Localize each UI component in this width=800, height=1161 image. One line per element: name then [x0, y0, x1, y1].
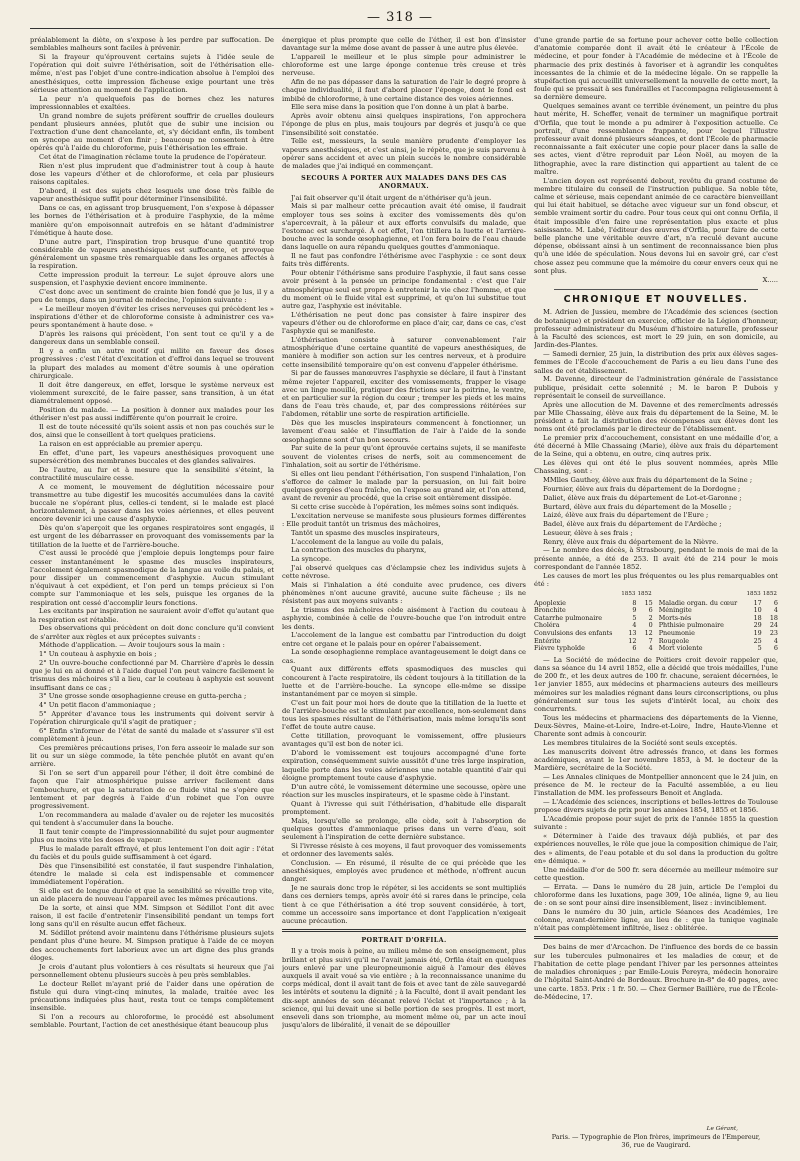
- count-cell: 4: [773, 606, 778, 615]
- paragraph: De l'autre, au fur et à mesure que la sensibilité s'éteint, la contractilité musculaire cesse.: [30, 465, 274, 482]
- paragraph: L'ancien doyen est représenté debout, revêtu du grand costume de membre titulaire du conseil de l'instruction publique. Sa noble tête, calme et sérieuse, mais cependant animée de ce caractère bienveillant qui lui était habituel, se détache avec vigueur sur un fond obscur, et semble vraiment sortir du cadre. Pour tous ceux qui ont connu Orfila, il était impossible d'en faire une représentation plus exacte et plus saisissante. M. Labé, l'éditeur des œuvres d'Orfila, pour faire de cette belle planche une véritable œuvre d'art, n'a reculé devant aucune dépense, obéissant ainsi à un sentiment de reconnaissance bien plus qu'à une idée de spéculation. Nous devons lui en savoir gré, car c'est chose assez peu commune que la mémoire du cœur envers ceux qui ne sont plus.: [534, 176, 778, 275]
- count-cell: 18: [753, 613, 762, 622]
- paragraph: Ces premières précautions prises, l'on fera asseoir le malade sur son lit ou sur un siège commode, la tête penchée plutôt en avant qu'en arrière.: [30, 744, 274, 769]
- paragraph: Dès que l'insensibilité est constatée, il faut suspendre l'inhalation, étendre le malade si cela est indispensable et commencer immédiatement l'opération.: [30, 861, 274, 887]
- paragraph: L'on recommandera au malade d'avaler ou de rejeter les mucosités qui tendent à s'accumuler dans la bouche.: [30, 810, 274, 828]
- printer-line: Paris. — Typographie de Plon frères, imprimeurs de l'Empereur,: [551, 1133, 761, 1141]
- paragraph: L'éthérisation consiste à saturer convenablement l'air atmosphérique d'une certaine quantité de vapeurs anesthésiques, de manière à modifier son action sur les centres nerveux, et à produire cette insensibilité temporaire qu'on est convenu d'appeler éthérisme.: [282, 336, 526, 369]
- signature: X.....: [762, 276, 778, 285]
- count-cell: 29: [753, 621, 762, 630]
- paragraph: Des bains de mer d'Arcachon. De l'influence des bords de ce bassin sur les tubercules pulmonaires et les maladies de cœur, et de l'habitation de cette plage pendant l'hiver par les personnes atteintes de maladies chroniques ; par Emile-Louis Pereyra, médecin honoraire de l'hôpital Saint-André de Bordeaux. Brochure in-8° de 40 pages, avec une carte. 1853. Prix : 1 fr. 50. — Chez Germer Baillière, rue de l'École-de-Médecine, 17.: [534, 943, 778, 1001]
- page-number: — 318 —: [366, 10, 434, 25]
- divider: [554, 289, 758, 290]
- paragraph: 4° Un petit flacon d'ammoniaque ;: [39, 701, 156, 710]
- paragraph: M. Adrien de Jussieu, membre de l'Académie des sciences (section de botanique) et président en exercice, officier de la Légion d'honneur, professeur administrateur du Muséum d'histoire naturelle, professeur à la Faculté des sciences, est mort le 29 juin, en son domicile, au Jardin-des-Plantes.: [534, 308, 778, 350]
- paragraph: Tantôt un spasme des muscles inspirateurs,: [291, 528, 440, 537]
- paragraph: Telle est, messieurs, la seule manière prudente d'employer les vapeurs anesthésiques, et c'est ainsi, je le répète, que je suis parvenu à opérer sans accident et avec un plein succès le nombre considérable de malades que j'ai indiqué en commençant.: [282, 137, 526, 171]
- paragraph: Si cette crise succède à l'opération, les mêmes soins sont indiqués.: [291, 503, 519, 512]
- paragraph: Un grand nombre de sujets préfèrent souffrir de cruelles douleurs pendant plusieurs années, plutôt que de subir une incision ou l'extraction d'une dent chancelante, et, s'y décidant enfin, ils tombent en syncope au moment d'en finir ; beaucoup ne consentent à être opérés qu'à l'aide du chloroforme, puis l'éthérisation les effraie.: [30, 111, 274, 153]
- cause-cell: Apoplexie: [534, 598, 566, 607]
- mortality-table: [534, 590, 778, 653]
- paragraph: Afin de ne pas dépasser dans la saturation de l'air le degré propre à chaque individualité, il faut d'abord placer l'éponge, dont le fond est imbibé de chloroforme, à une certaine distance des voies aériennes.: [282, 78, 526, 103]
- paragraph: J'ai fait observer qu'il était urgent de n'éthériser qu'à jeun.: [291, 193, 492, 202]
- section-title-secours: SECOURS À PORTER AUX MALADES DANS DES CAS ANORMAUX.: [301, 174, 507, 191]
- portrait-section-text: [282, 947, 526, 1029]
- paragraph: Dans ce cas, en agissant trop brusquement, l'on s'expose à dépasser les bornes de l'éthérisation et à produire l'asphyxie, de la même manière qu'on empoisonnait autrefois en se hâtant d'administrer l'émétique à haute dose.: [30, 204, 274, 237]
- count-cell: 8: [632, 598, 637, 607]
- portrait-text-continued: [534, 36, 778, 275]
- count-cell: 19: [753, 629, 762, 638]
- count-cell: 12: [628, 636, 637, 645]
- paragraph: Les excitants par inspiration ne sauraient avoir d'effet qu'autant que la respiration est rétablie.: [30, 607, 274, 624]
- paragraph: Si par de fausses manœuvres l'asphyxie se déclare, il faut à l'instant même rejeter l'appareil, exciter des vomissements, frapper le visage avec un linge mouillé, pratiquer des frictions sur la poitrine, le ventre, et en particulier sur la région du cœur ; tremper les pieds et les mains dans de l'eau très chaude, et, par des compressions réitérées sur l'abdomen, rétablir une sorte de respiration artificielle.: [282, 369, 526, 419]
- paragraph: MMlles Gauthey, élève aux frais du département de la Seine ;: [543, 476, 753, 485]
- paragraph: — Samedi dernier, 25 juin, la distribution des prix aux élèves sages-femmes de l'École d'accouchement de Paris a eu lieu dans l'une des salles de cet établissement.: [534, 350, 778, 375]
- paragraph: 3° Une grosse sonde œsophagienne creuse en gutta-percha ;: [39, 692, 247, 701]
- cause-cell: Rougeole: [658, 636, 690, 645]
- paragraph: Quant à l'ivresse qui suit l'éthérisation, d'habitude elle disparaît promptement.: [282, 799, 526, 816]
- paragraph: Pour obtenir l'éthérisme sans produire l'asphyxie, il faut sans cesse avoir présent à la pensée un principe fondamental : c'est que l'air atmosphérique seul est propre à entretenir la vie chez l'homme, et que du moment où le fluide vital est supprimé, et qu'on lui substitue tout autre gaz, l'asphyxie est inévitable.: [282, 269, 526, 311]
- paragraph: D'une autre part, l'inspiration trop brusque d'une quantité trop considérable de vapeurs anesthésiques est suffocante, et provoque généralement un spasme très remarquable dans les organes affectés à la respiration.: [30, 237, 274, 271]
- paragraph: Laizé, élève aux frais du département de l'Eure ;: [543, 511, 709, 520]
- year-header: 1853: [621, 591, 636, 598]
- paragraph: énergique et plus prompte que celle de l'éther, il est bon d'insister davantage sur la même dose avant de passer à une autre plus élevée.: [282, 36, 526, 53]
- cause-cell: Méningite: [658, 606, 692, 615]
- count-cell: 17: [753, 598, 762, 607]
- paragraph: L'appareil le meilleur et le plus simple pour administrer le chloroforme est une large éponge contenue très creuse et très nerveuse.: [282, 53, 526, 78]
- paragraph: 6° Enfin s'informer de l'état de santé du malade et s'assurer s'il est complètement à jeun.: [30, 727, 274, 744]
- paragraph: Conclusion. — En résumé, il résulte de ce qui précède que les anesthésiques, employés avec prudence et méthode, n'offrent aucun danger.: [282, 858, 526, 884]
- paragraph: M. Sédillot prétend avoir maintenu dans l'éthérisme plusieurs sujets pendant plus d'une heure. M. Simpson pratique à l'aide de ce moyen des accouchements fort laborieux avec un art digne des plus grands éloges.: [30, 929, 274, 962]
- cause-cell: Entérite: [534, 636, 561, 645]
- paragraph: L'accolement de la langue au voile du palais,: [291, 537, 444, 546]
- column-left: [30, 36, 274, 1116]
- paragraph: Tous les médecins et pharmaciens des départements de la Vienne, Deux-Sèvres, Maine-et-Loire, Indre-et-Loire, Indre, Haute-Vienne et Charente sont admis à concourir.: [534, 713, 778, 739]
- paragraph: Position du malade. — La position à donner aux malades pour les éthériser n'est pas aussi indifférente qu'on pourrait le croire.: [30, 405, 274, 423]
- paragraph: A ce moment, le mouvement de déglutition nécessaire pour transmettre au tube digestif les mucosités accumulées dans la cavité buccale ne s'opérant plus, celles-ci tendent, si le malade est placé horizontalement, à passer dans les voies aériennes, et elles peuvent encore devenir ici une cause d'asphyxie.: [30, 482, 274, 524]
- paragraph: Il doit être dangereux, en effet, lorsque le système nerveux est violemment surexcité, de le faire passer, sans transition, à un état diamétralement opposé.: [30, 380, 274, 406]
- paragraph: « Le meilleur moyen d'éviter les crises nerveuses qui précèdent les » inspirations d'éther et de chloroforme consiste à administrer ces va» peurs spontanément à haute dose. »: [30, 305, 274, 330]
- cause-cell: Phthisie pulmonaire: [658, 621, 724, 630]
- paragraph: Le premier prix d'accouchement, consistant en une médaille d'or, a été décerné à Mlle Chassaing (Marie), élève aux frais du département de la Seine, qui a obtenu, en outre, cinq autres prix.: [534, 433, 778, 459]
- count-cell: 0: [648, 621, 653, 630]
- paragraph: M. Davenne, directeur de l'administration générale de l'assistance publique, présidait cette solennité ; M. le baron P. Dubois y représentait le conseil de surveillance.: [534, 375, 778, 400]
- paragraph: Si elle est de longue durée et que la sensibilité se réveille trop vite, un aide placera de nouveau l'appareil avec les mêmes précautions.: [30, 887, 274, 904]
- count-cell: 4: [648, 644, 653, 653]
- paragraph: Plus le malade paraît effrayé, et plus lentement l'on doit agir : l'état du faciès et du pouls guide suffisamment à cet égard.: [30, 844, 274, 862]
- paragraph: L'accolement de la langue est combattu par l'introduction du doigt entre cet organe et le palais pour en opérer l'abaissement.: [282, 631, 526, 648]
- year-header: 1852: [762, 591, 777, 598]
- paragraph: Lesueur, élève à ses frais ;: [543, 528, 633, 537]
- paragraph: Il y a enfin un autre motif qui milite en faveur des doses progressives : c'est l'état d'excitation et d'effroi dans lequel se trouvent la plupart des malades au moment d'être soumis à une opération chirurgicale.: [30, 347, 274, 380]
- paragraph: Si l'ivresse résiste à ces moyens, il faut provoquer des vomissements et ordonner des lavements salés.: [282, 841, 526, 859]
- paragraph: Dès que les muscles inspirateurs commencent à fonctionner, un lavement d'eau salée et l'insufflation de l'air à l'aide de la sonde œsophagienne sont d'un bon secours.: [282, 419, 526, 444]
- paragraph: « Déterminer à l'aide des travaux déjà publiés, et par des expériences nouvelles, le rôle que joue la composition chimique de l'air, des » aliments, de l'eau potable et du sol dans la production du goître en» démique. »: [534, 832, 778, 865]
- paragraph: L'Académie propose pour sujet de prix de l'année 1855 la question suivante :: [534, 815, 778, 832]
- count-cell: 12: [644, 629, 653, 638]
- cause-cell: Pneumonie: [658, 629, 695, 638]
- paragraph: La raison en est appréciable au premier aperçu.: [39, 439, 203, 448]
- count-cell: 7: [648, 636, 653, 645]
- paragraph: Des observations qui précèdent on doit donc conclure qu'il convient de s'arrêter aux règles et aux préceptes suivants :: [30, 624, 274, 641]
- cause-cell: Morts-nés: [658, 613, 692, 622]
- cause-cell: Convulsions des enfants: [534, 629, 613, 638]
- paragraph: Cette impression produit la terreur. Le sujet éprouve alors une suspension, et l'asphyxie devient encore imminente.: [30, 271, 274, 288]
- paragraph: L'éthérisation ne peut donc pas consister à faire inspirer des vapeurs d'éther ou de chloroforme en place d'air, car, dans ce cas, c'est l'asphyxie qui se manifeste.: [282, 310, 526, 336]
- paragraph: Par suite de la peur qu'ont éprouvée certains sujets, il se manifeste souvent de violentes crises de nerfs, soit au commencement de l'inhalation, soit au sortir de l'éthérisme.: [282, 444, 526, 469]
- column-middle: [282, 36, 526, 1126]
- paragraph: De la sorte, et ainsi que MM. Simpson et Sédillot l'ont dit avec raison, il est facile d'entretenir l'insensibilité pendant un temps fort long sans qu'il en résulte aucun effet fâcheux.: [30, 904, 274, 929]
- imprint: [534, 1125, 778, 1149]
- paragraph: — La Société de médecine de Poitiers croit devoir rappeler que, dans sa séance du 14 avril 1852, elle a décidé que trois médailles, l'une de 200 fr., et les deux autres de 100 fr. chacune, seraient décernées, le 1er janvier 1855, aux médecins et pharmaciens auteurs des meilleurs mémoires sur les maladies régnant dans leurs circonscriptions, ou plus généralement sur tous les sujets d'intérêt local, au choix des concurrents.: [534, 655, 778, 714]
- paragraph: Il est de toute nécessité qu'ils soient assis et non pas couchés sur le dos, ainsi que le conseillent à tort quelques praticiens.: [30, 422, 274, 440]
- cause-cell: Fièvre typhoïde: [534, 644, 585, 653]
- paragraph: Il ne faut pas confondre l'éthérisme avec l'asphyxie : ce sont deux faits très différents.: [282, 252, 526, 269]
- count-cell: 25: [753, 636, 762, 645]
- count-cell: 10: [753, 606, 762, 615]
- paragraph: D'abord le vomissement est toujours accompagné d'une forte expiration, conséquemment suivie aussitôt d'une très large inspiration, laquelle porte dans les voies aériennes une notable quantité d'air qui éloigne promptement toute cause d'asphyxie.: [282, 749, 526, 782]
- paragraph: C'est aussi le procédé que j'emploie depuis longtemps pour faire cesser instantanément le spasme des muscles inspirateurs, l'accolement également spasmodique de la langue au voile du palais, et pour dissiper un commencement d'asphyxie. Aucun stimulant n'équivaut à cet expédient, et l'on perd un temps précieux si l'on compte sur l'ammoniaque et les sels, puisque les organes de la respiration ont cessé d'accomplir leurs fonctions.: [30, 549, 274, 607]
- gerant-label: Le Gérant,: [706, 1126, 738, 1132]
- paragraph: 2° Un ouvre-bouche confectionné par M. Charrière d'après le dessin que je lui en ai donné et à l'aide duquel l'on peut vaincre facilement le trismus des mâchoires s'il a lieu, car le couteau à asphyxie est souvent insuffisant dans ce cas ;: [30, 659, 274, 692]
- paragraph: Une médaille d'or de 500 fr. sera décernée au meilleur mémoire sur cette question.: [534, 865, 778, 882]
- paragraph: Mais si l'inhalation a été conduite avec prudence, ces divers phénomènes n'ont aucune gravité, aucune suite fâcheuse ; ils ne résistent pas aux moyens suivants :: [282, 581, 526, 606]
- paragraph: Si la frayeur qu'éprouvent certains sujets à l'idée seule de l'opération qui doit suivre l'éthérisation, soit de l'éthérisation elle-même, n'est pas l'objet d'une contre-indication absolue à l'emploi des anesthésiques, cette impression fâcheuse exige pourtant une très sérieuse attention au moment de l'application.: [30, 53, 274, 94]
- paragraph: Fournier, élève aux frais du département de la Dordogne ;: [543, 484, 741, 493]
- paragraph: La sonde œsophagienne remplace avantageusement le doigt dans ce cas.: [282, 648, 526, 665]
- cause-cell: Mort violente: [658, 644, 703, 653]
- paragraph: La peur n'a quelquefois pas de bornes chez les natures impressionnables et exaltées.: [30, 94, 274, 111]
- paragraph: D'après les raisons qui précèdent, l'on sent tout ce qu'il y a de dangereux dans un semblable conseil.: [30, 330, 274, 347]
- paragraph: — Errata. — Dans le numéro du 28 juin, article De l'emploi du chloroforme dans les luxations, page 309, 10e alinéa, ligne 9, au lieu de : on se sont pour ainsi dire insensiblement, lisez : invinciblement.: [534, 882, 778, 908]
- cause-cell: Maladie organ. du cœur: [658, 598, 738, 607]
- paragraph: Les causes de mort les plus fréquentes ou les plus remarquables ont été :: [534, 571, 778, 588]
- count-cell: 6: [773, 644, 778, 653]
- paragraph: En effet, d'une part, les vapeurs anesthésiques provoquent une supersécrétion des membranes buccales et des glandes salivaires.: [30, 448, 274, 465]
- chronicle-title: CHRONIQUE ET NOUVELLES.: [563, 294, 749, 306]
- column-right: [534, 36, 778, 1106]
- count-cell: 6: [773, 598, 778, 607]
- count-cell: 13: [628, 629, 637, 638]
- paragraph: Quelques semaines avant ce terrible événement, un peintre du plus haut mérite, H. Scheffer, venait de terminer un magnifique portrait d'Orfila, que tout le monde a pu admirer à l'exposition actuelle. Ce portrait, d'une ressemblance frappante, pour lequel l'illustre professeur avait donné plusieurs séances, et dont l'École de pharmacie reconnaissante a fait exécuter une copie pour placer dans la salle de ses actes, vient d'être reproduit par Léon Noël, au moyen de la lithographie, avec la rare distinction qui appartient au talent de ce maître.: [534, 102, 778, 176]
- paragraph: C'est un fait pour moi hors de doute que la titillation de la luette et de l'arrière-bouche est le stimulant par excellence, non-seulement dans tous les spasmes résultant de l'éthérisation, mais même lorsqu'ils sont l'effet de toute autre cause.: [282, 698, 526, 732]
- count-cell: 18: [769, 613, 778, 622]
- chronicle-text: [534, 308, 778, 588]
- secours-section-text: [282, 194, 526, 925]
- paragraph: Renry, élève aux frais du département de la Nièvre.: [543, 537, 719, 546]
- paragraph: Cette titillation, provoquant le vomissement, offre plusieurs avantages qu'il est bon de noter ici.: [282, 732, 526, 749]
- paragraph: D'un autre côté, le vomissement détermine une secousse, opère une réaction sur les muscles inspirateurs, et le spasme cède à l'instant.: [282, 782, 526, 799]
- paragraph: — L'Académie des sciences, inscriptions et belles-lettres de Toulouse propose divers sujets de prix pour les années 1854, 1855 et 1856.: [534, 798, 778, 815]
- paragraph: La contraction des muscles du pharynx,: [291, 546, 427, 555]
- paragraph: Mais si par malheur cette précaution avait été omise, il faudrait employer tous ses soins à exciter des vomissements dès qu'on s'apercevrait, à la pâleur et aux efforts convulsifs du malade, que l'estomac est surchargé. À cet effet, l'on titillera la luette et l'arrière-bouche avec la sonde œsophagienne, et l'on fera boire de l'eau chaude dans laquelle on aura répandu quelques gouttes d'ammoniaque.: [282, 202, 526, 252]
- paragraph: J'ai observé quelques cas d'éclampsie chez les individus sujets à cette névrose.: [282, 564, 526, 581]
- paragraph: Si l'on se sert d'un appareil pour l'éther, il doit être combiné de façon que l'air atmosphérique puisse arriver facilement dans l'embouchure, et que la saturation de ce fluide vital ne s'opère que lentement et par degrés à l'aide d'un robinet que l'on ouvre progressivement.: [30, 769, 274, 811]
- paragraph: d'une grande partie de sa fortune pour achever cette belle collection d'anatomie comparée dont il avait été le créateur à l'École de médecine, et pour fonder à l'Académie de médecine et à l'École de pharmacie des prix destinés à favoriser et à agrandir les conquêtes incessantes de la chimie et de la médecine légale. On se rappelle la stupéfaction qui accueillit universellement la nouvelle de cette mort, la foule qui se pressait à ses funérailles et l'accompagna religieusement à sa dernière demeure.: [534, 36, 778, 102]
- paragraph: D'abord, il est des sujets chez lesquels une dose très faible de vapeur anesthésique suffit pour déterminer l'insensibilité.: [30, 187, 274, 204]
- header-rule: [30, 28, 770, 29]
- paragraph: Rien n'est plus imprudent que d'administrer tout à coup à haute dose les vapeurs d'éther et de chloroforme, et cela par plusieurs raisons capitales.: [30, 162, 274, 187]
- paragraph: La syncope.: [291, 555, 332, 564]
- paragraph: Les membres titulaires de la Société sont seuls exceptés.: [543, 739, 738, 748]
- paragraph: Dès qu'on s'aperçoit que les organes respiratoires sont engagés, il est urgent de les débarrasser en provoquant des vomissements par la titillation de la luette et de l'arrière-bouche.: [30, 524, 274, 549]
- paragraph: Daliet, élève aux frais du département de Lot-et-Garonne ;: [543, 493, 742, 502]
- cause-cell: Catarrhe pulmonaire: [534, 613, 603, 622]
- table-row: [534, 615, 778, 623]
- year-header: 1853: [746, 591, 761, 598]
- paragraph: Si l'on a recours au chloroforme, le procédé est absolument semblable. Pourtant, l'action de cet anesthésique étant beaucoup plus: [30, 1013, 274, 1030]
- paragraph: Dans le numéro du 30 juin, article Séances des Académies, 1re colonne, avant-dernière ligne, au lieu de : que la tunique vaginale n'était pas complètement infiltrée, lisez : oblitérée.: [534, 907, 778, 933]
- count-cell: 6: [632, 644, 637, 653]
- paragraph: Méthode d'application. — Avoir toujours sous la main :: [39, 641, 225, 650]
- paragraph: — Les Annales cliniques de Montpellier annoncent que le 24 juin, en présence de M. le recteur de la Faculté assemblée, a eu lieu l'installation de MM. les professeurs Benoit et Anglada.: [534, 773, 778, 798]
- paragraph: Le docteur Rellet m'ayant prié de l'aider dans une opération de fistule qui dura vingt-cinq minutes, la malade, traitée avec les précautions indiquées plus haut, resta tout ce temps complètement insensible.: [30, 979, 274, 1013]
- table-row: [534, 600, 778, 608]
- count-cell: 2: [648, 613, 653, 622]
- section-divider: [282, 929, 526, 932]
- count-cell: 5: [632, 613, 637, 622]
- count-cell: 5: [757, 644, 762, 653]
- paragraph: Après une allocution de M. Davenne et des remercîments adressés par Mlle Chassaing, élève aux frais du département de la Seine, M. le président a fait la distribution des récompenses aux élèves dont les noms ont été proclamés par le directeur de l'établissement.: [534, 400, 778, 434]
- cause-cell: Bronchite: [534, 606, 566, 615]
- paragraph: Je crois d'autant plus volontiers à ces résultats si heureux que j'ai personnellement obtenu plusieurs succès à peu près semblables.: [30, 962, 274, 979]
- count-cell: 4: [632, 621, 637, 630]
- cause-cell: Choléra: [534, 621, 560, 630]
- paragraph: 1° Un couteau à asphyxie en bois ;: [39, 650, 157, 659]
- paragraph: Le trismus des mâchoires cède aisément à l'action du couteau à asphyxie, combinée à celle de l'ouvre-bouche que l'on introduit entre les dents.: [282, 606, 526, 631]
- paragraph: Il y a trois mois à peine, au milieu même de son enseignement, plus brillant et plus suivi qu'il ne l'avait jamais été, Orfila était en quelques jours enlevé par une pleuropneumonie aiguë à l'amour des élèves auxquels il avait voué sa vie entière ; à la reconnaissance unanime du corps médical, dont il avait tant de fois et avec tant de zèle sauvegardé les intérêts et soutenu la dignité ; à la Faculté, dont il avait pendant les dix-sept années de son décanat relevé l'éclat et l'importance ; à la science, qui lui devait une si belle portion de ses progrès. Il est mort, enseveli dans son triomphe, au moment même où, par un acte inouï jusqu'alors de libéralité, il venait de se dépouiller: [282, 947, 526, 1030]
- paragraph: L'excitation nerveuse se manifeste sous plusieurs formes différentes : Elle produit tantôt un trismus des mâchoires,: [282, 511, 526, 529]
- paragraph: Quant aux différents effets spasmodiques des muscles qui concourent à l'acte respiratoire, ils cèdent toujours à la titillation de la luette et de l'arrière-bouche. La syncope elle-même se dissipe instantanément par ce moyen si simple.: [282, 665, 526, 699]
- paragraph: Burtard, élève aux frais du département de la Moselle ;: [543, 502, 732, 511]
- paragraph: Elle sera mise dans la position que l'on donne à un plat à barbe.: [291, 103, 509, 112]
- paragraph: — Le nombre des décès, à Strasbourg, pendant le mois de mai de la présente année, a été de 253. Il avait été de 214 pour le mois correspondant de l'année 1852.: [534, 546, 778, 571]
- anesthesia-text-continued: [282, 36, 526, 170]
- year-header: 1852: [637, 591, 652, 598]
- chronicle-text-continued: [534, 656, 778, 933]
- paragraph: Après avoir obtenu ainsi quelques inspirations, l'on approchera l'éponge de plus en plus, mais toujours par degrés et jusqu'à ce que l'insensibilité soit constatée.: [282, 112, 526, 137]
- paragraph: Il faut tenir compte de l'impressionnabilité du sujet pour augmenter plus ou moins vite les doses de vapeur.: [30, 827, 274, 845]
- table-row: [534, 645, 778, 653]
- paragraph: Mais, lorsqu'elle se prolonge, elle cède, soit à l'absorption de quelques gouttes d'ammoniaque prises dans un verre d'eau, soit seulement à l'inspiration de cette dernière substance.: [282, 816, 526, 842]
- count-cell: 6: [648, 606, 653, 615]
- book-notice: [534, 943, 778, 1000]
- paragraph: Les manuscrits doivent être adressés franco, et dans les formes académiques, avant le 1er novembre 1853, à M. le docteur de la Mardière, secrétaire de la Société.: [534, 747, 778, 773]
- count-cell: 24: [769, 621, 778, 630]
- paragraph: Je ne saurais donc trop le répéter, si les accidents se sont multipliés dans ces derniers temps, après avoir été si rares dans le principe, cela tient à ce que l'éthérisation a été trop souvent considérée, à tort, comme un accessoire sans importance et dont l'application n'exigeait aucune précaution.: [282, 884, 526, 925]
- section-title-portrait: PORTRAIT D'ORFILA.: [361, 936, 447, 945]
- paragraph: préalablement la diète, on s'expose à les perdre par suffocation. De semblables malheurs sont faciles à prévenir.: [30, 36, 274, 53]
- paragraph: Si elles ont lieu pendant l'éthérisation, l'on suspend l'inhalation, l'on s'efforce de calmer le malade par la persuasion, on lui fait boire quelques gorgées d'eau fraîche, on l'expose au grand air, et l'on attend, avant de revenir au procédé, que la crise soit entièrement dissipée.: [282, 469, 526, 503]
- section-divider: [534, 936, 778, 939]
- count-cell: 4: [773, 636, 778, 645]
- printer-address: 36, rue de Vaugirard.: [621, 1141, 691, 1149]
- paragraph: Cet état de l'imagination réclame toute la prudence de l'opérateur.: [39, 153, 267, 162]
- table-row: [534, 630, 778, 638]
- paragraph: Les élèves qui ont été le plus souvent nommées, après Mlle Chassaing, sont :: [534, 459, 778, 476]
- paragraph: Badel, élève aux frais du département de l'Ardèche ;: [543, 520, 722, 529]
- paragraph: C'est donc avec un sentiment de crainte bien fondé que je lus, il y a peu de temps, dans un journal de médecine, l'opinion suivante :: [30, 288, 274, 305]
- count-cell: 9: [632, 606, 637, 615]
- paragraph: 5° Appréter d'avance tous les instruments qui doivent servir à l'opération chirurgicale qu'il s'agit de pratiquer ;: [30, 710, 274, 727]
- count-cell: 23: [769, 629, 778, 638]
- count-cell: 15: [644, 598, 653, 607]
